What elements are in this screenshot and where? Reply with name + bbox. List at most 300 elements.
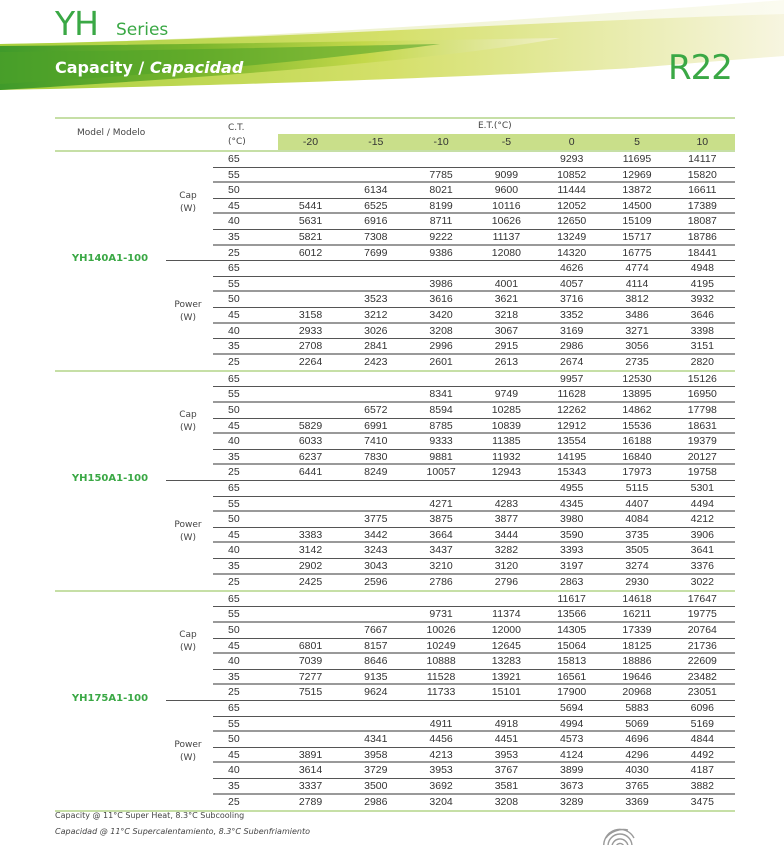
- capacity-group-label: [162, 629, 214, 655]
- table-cell: 3158: [298, 309, 323, 321]
- table-row: [213, 387, 735, 403]
- table-cell: 15064: [557, 639, 587, 652]
- ct-value: 40: [228, 215, 240, 228]
- table-cell: 3444: [494, 528, 519, 541]
- table-cell: 3437: [429, 544, 453, 557]
- table-cell: 14618: [622, 592, 652, 605]
- table-cell: 3218: [494, 309, 519, 321]
- series-main-title: YH: [55, 4, 98, 43]
- ct-value: 65: [228, 592, 240, 605]
- group-label-line-2: (W): [180, 532, 196, 543]
- ct-column-header: [228, 121, 246, 149]
- ct-value: 35: [228, 231, 240, 243]
- table-cell: 16775: [622, 246, 652, 259]
- table-cell: 15820: [687, 168, 717, 181]
- table-cell: 7785: [429, 168, 453, 181]
- table-cell: 3958: [364, 748, 388, 761]
- table-cell: 4407: [625, 497, 649, 510]
- table-cell: 17900: [557, 686, 587, 699]
- ct-value: 65: [228, 482, 240, 495]
- table-cell: 2789: [298, 795, 323, 808]
- table-row: [213, 685, 735, 701]
- banner-swoosh-graphic: [0, 0, 784, 96]
- table-cell: 2863: [560, 575, 584, 588]
- table-cell: 3022: [690, 575, 714, 588]
- et-header-band: [278, 134, 735, 150]
- table-cell: 2796: [494, 575, 519, 588]
- table-cell: 3420: [429, 309, 453, 321]
- ct-value: 50: [228, 733, 240, 746]
- table-cell: 3767: [494, 764, 519, 777]
- table-cell: 9624: [364, 686, 388, 699]
- table-cell: 3043: [364, 560, 388, 573]
- table-cell: 2735: [625, 355, 649, 368]
- table-cell: 3906: [690, 528, 714, 541]
- table-cell: 3877: [494, 513, 519, 526]
- table-cell: 3210: [429, 560, 453, 573]
- table-cell: 9881: [429, 450, 453, 463]
- table-cell: 6012: [298, 246, 323, 259]
- table-cell: 12000: [491, 623, 521, 636]
- table-cell: 6916: [364, 215, 388, 228]
- table-cell: 10285: [491, 404, 521, 417]
- table-cell: 3142: [298, 544, 323, 557]
- table-row: [213, 419, 735, 435]
- table-cell: 4955: [560, 482, 584, 495]
- table-cell: 3646: [690, 309, 714, 321]
- ct-value: 65: [228, 701, 240, 714]
- table-cell: 3383: [298, 528, 323, 541]
- table-cell: 3505: [625, 544, 649, 557]
- table-cell: 7277: [298, 670, 323, 683]
- group-label-line-1: Power: [174, 299, 202, 310]
- model-name: YH140A1-100: [71, 253, 149, 265]
- table-cell: 20968: [622, 686, 652, 699]
- table-cell: 2613: [494, 355, 519, 368]
- table-cell: 3169: [560, 324, 584, 337]
- group-label-line-1: Cap: [179, 190, 197, 201]
- table-row: [213, 717, 735, 733]
- table-cell: 12530: [622, 372, 652, 385]
- ct-value: 40: [228, 435, 240, 448]
- table-cell: 3208: [494, 795, 519, 808]
- table-cell: 7699: [364, 246, 388, 259]
- table-cell: 3289: [560, 795, 584, 808]
- table-cell: 16211: [622, 608, 652, 621]
- table-row: [213, 639, 735, 655]
- table-cell: 10626: [491, 215, 521, 228]
- table-cell: 5441: [298, 199, 323, 212]
- table-cell: 3056: [625, 340, 649, 353]
- table-cell: 4271: [429, 497, 453, 510]
- power-group-label: [162, 299, 214, 325]
- ct-value: 25: [228, 466, 240, 479]
- table-cell: 7410: [364, 435, 388, 448]
- table-row: [213, 732, 735, 748]
- table-cell: 3875: [429, 513, 453, 526]
- table-cell: 6237: [298, 450, 323, 463]
- table-row: [213, 292, 735, 308]
- table-cell: 8199: [429, 199, 453, 212]
- table-cell: 9749: [494, 388, 519, 401]
- table-cell: 3932: [690, 293, 714, 306]
- table-cell: 3197: [560, 560, 584, 573]
- table-cell: 4494: [690, 497, 714, 510]
- table-cell: 3475: [690, 795, 714, 808]
- table-row: [213, 339, 735, 355]
- table-cell: 19646: [622, 670, 652, 683]
- table-cell: 13249: [557, 231, 587, 243]
- table-cell: 9293: [560, 153, 584, 165]
- table-top-rule: [55, 117, 735, 119]
- table-cell: 3716: [560, 293, 584, 306]
- table-cell: 3621: [494, 293, 519, 306]
- et-column-1: -15: [368, 136, 384, 148]
- section-title: [55, 58, 243, 77]
- model-name: YH175A1-100: [71, 692, 149, 704]
- table-cell: 3986: [429, 277, 453, 290]
- table-cell: 3692: [429, 779, 453, 792]
- table-cell: 3398: [690, 324, 714, 337]
- table-row: [213, 246, 735, 262]
- table-cell: 12912: [557, 419, 587, 432]
- group-label-line-2: (W): [180, 312, 196, 323]
- table-cell: 14117: [688, 153, 717, 165]
- ct-value: 65: [228, 153, 240, 165]
- table-cell: 5883: [625, 701, 649, 714]
- model-name: YH150A1-100: [71, 473, 149, 485]
- table-cell: 8249: [364, 466, 388, 479]
- table-row: [213, 497, 735, 513]
- table-row: [213, 748, 735, 764]
- table-cell: 2915: [494, 340, 519, 353]
- table-row: [213, 559, 735, 575]
- ct-value: 35: [228, 779, 240, 792]
- table-row: [213, 654, 735, 670]
- table-cell: 23051: [687, 686, 717, 699]
- ct-value: 45: [228, 309, 240, 321]
- table-cell: 3641: [690, 544, 714, 557]
- table-cell: 13566: [557, 608, 587, 621]
- table-cell: 4456: [429, 733, 453, 746]
- group-label-line-1: Power: [174, 739, 202, 750]
- table-row: [213, 670, 735, 686]
- table-cell: 3369: [625, 795, 649, 808]
- table-cell: 17389: [687, 199, 717, 212]
- model-divider: [166, 700, 213, 701]
- table-cell: 12943: [491, 466, 521, 479]
- table-cell: 15813: [557, 655, 587, 668]
- section-title-es: Capacidad: [149, 58, 244, 77]
- table-row: [213, 372, 735, 388]
- table-cell: 18087: [687, 215, 717, 228]
- table-cell: 4296: [625, 748, 649, 761]
- table-cell: 3673: [560, 779, 584, 792]
- table-cell: 4124: [560, 748, 584, 761]
- ct-value: 35: [228, 340, 240, 353]
- table-cell: 4057: [560, 277, 584, 290]
- table-cell: 4212: [690, 513, 714, 526]
- table-cell: 10026: [426, 623, 456, 636]
- table-cell: 2930: [625, 575, 649, 588]
- table-cell: 3523: [364, 293, 388, 306]
- table-cell: 3590: [560, 528, 584, 541]
- table-cell: 4001: [494, 277, 519, 290]
- table-cell: 12969: [622, 168, 652, 181]
- table-cell: 14195: [557, 450, 587, 463]
- capacity-group-label: [162, 409, 214, 435]
- ct-value: 40: [228, 655, 240, 668]
- table-row: [213, 403, 735, 419]
- table-cell: 3274: [625, 560, 649, 573]
- table-cell: 4084: [625, 513, 649, 526]
- table-cell: 6096: [690, 701, 714, 714]
- table-cell: 10888: [426, 655, 456, 668]
- power-group-label: [162, 519, 214, 545]
- table-row: [213, 152, 735, 168]
- table-cell: 6033: [298, 435, 323, 448]
- table-row: [213, 277, 735, 293]
- table-cell: 3775: [364, 513, 388, 526]
- model-column-header: Model / Modelo: [77, 128, 146, 138]
- group-label-line-2: (W): [180, 203, 196, 214]
- table-cell: 16188: [622, 435, 652, 448]
- table-cell: 11444: [557, 184, 586, 197]
- table-cell: 3614: [298, 764, 323, 777]
- table-cell: 3500: [364, 779, 388, 792]
- table-cell: 5069: [625, 717, 649, 730]
- ct-value: 25: [228, 246, 240, 259]
- ct-value: 35: [228, 560, 240, 573]
- table-cell: 3980: [560, 513, 584, 526]
- table-row: [213, 230, 735, 246]
- ct-value: 55: [228, 168, 240, 181]
- table-cell: 5301: [690, 482, 714, 495]
- table-cell: 3067: [494, 324, 519, 337]
- table-cell: 10057: [426, 466, 456, 479]
- table-row: [213, 481, 735, 497]
- table-cell: 3953: [494, 748, 519, 761]
- ct-value: 55: [228, 608, 240, 621]
- table-cell: 12645: [491, 639, 521, 652]
- table-cell: 5829: [298, 419, 323, 432]
- group-label-line-2: (W): [180, 752, 196, 763]
- table-cell: 3729: [364, 764, 388, 777]
- table-cell: 15109: [622, 215, 652, 228]
- ct-value: 35: [228, 450, 240, 463]
- table-cell: 23482: [687, 670, 717, 683]
- table-cell: 8157: [364, 639, 388, 652]
- table-cell: 11695: [622, 153, 652, 165]
- power-group-label: [162, 739, 214, 765]
- table-cell: 7667: [364, 623, 388, 636]
- table-cell: 4114: [625, 277, 649, 290]
- table-cell: 10116: [492, 199, 521, 212]
- table-cell: 11733: [426, 686, 456, 699]
- table-cell: 5169: [690, 717, 714, 730]
- table-cell: 11528: [426, 670, 456, 683]
- table-cell: 9222: [429, 231, 453, 243]
- et-column-2: -10: [433, 136, 449, 148]
- table-cell: 9386: [429, 246, 453, 259]
- table-cell: 18631: [687, 419, 717, 432]
- table-cell: 11374: [492, 608, 521, 621]
- table-cell: 4283: [494, 497, 519, 510]
- table-cell: 8341: [429, 388, 453, 401]
- table-row: [213, 779, 735, 795]
- table-cell: 9957: [560, 372, 584, 385]
- table-cell: 22609: [687, 655, 717, 668]
- table-cell: 12080: [491, 246, 521, 259]
- table-cell: 8711: [429, 215, 453, 228]
- table-cell: 10852: [557, 168, 587, 181]
- table-cell: 7039: [298, 655, 323, 668]
- ct-value: 25: [228, 795, 240, 808]
- table-cell: 18886: [622, 655, 652, 668]
- table-cell: 2786: [429, 575, 453, 588]
- table-cell: 3735: [625, 528, 649, 541]
- table-cell: 19758: [687, 466, 717, 479]
- table-cell: 14862: [622, 404, 652, 417]
- table-cell: 11932: [492, 450, 521, 463]
- table-cell: 3899: [560, 764, 584, 777]
- table-cell: 2708: [298, 340, 323, 353]
- table-cell: 3376: [690, 560, 714, 573]
- model-divider: [166, 480, 213, 481]
- table-cell: 19379: [687, 435, 717, 448]
- table-row: [213, 465, 735, 481]
- table-cell: 4948: [690, 262, 714, 275]
- table-cell: 17973: [622, 466, 652, 479]
- ct-value: 45: [228, 199, 240, 212]
- table-cell: 3765: [625, 779, 649, 792]
- table-cell: 6801: [298, 639, 323, 652]
- table-cell: 3581: [494, 779, 519, 792]
- table-cell: 3352: [560, 309, 584, 321]
- table-cell: 2841: [364, 340, 388, 353]
- ct-value: 45: [228, 419, 240, 432]
- ct-header-line-1: C.T.: [228, 123, 245, 133]
- table-cell: 20127: [687, 450, 717, 463]
- table-cell: 3212: [364, 309, 388, 321]
- table-cell: 3891: [298, 748, 323, 761]
- table-cell: 15343: [557, 466, 587, 479]
- table-cell: 11385: [492, 435, 521, 448]
- ct-value: 35: [228, 670, 240, 683]
- table-cell: 4918: [494, 717, 519, 730]
- table-cell: 2986: [364, 795, 388, 808]
- table-cell: 14320: [557, 246, 587, 259]
- table-row: [213, 434, 735, 450]
- capacity-group-label: [162, 190, 214, 216]
- table-cell: 9333: [429, 435, 453, 448]
- table-cell: 2902: [298, 560, 323, 573]
- table-cell: 2423: [364, 355, 388, 368]
- table-row: [213, 183, 735, 199]
- ct-value: 65: [228, 262, 240, 275]
- table-cell: 13283: [491, 655, 521, 668]
- table-cell: 8646: [364, 655, 388, 668]
- table-cell: 2596: [364, 575, 388, 588]
- table-row: [213, 324, 735, 340]
- table-cell: 6991: [364, 419, 388, 432]
- table-row: [213, 795, 735, 811]
- table-cell: 18125: [622, 639, 652, 652]
- table-cell: 11137: [492, 231, 521, 243]
- table-row: [213, 701, 735, 717]
- table-cell: 11628: [557, 388, 586, 401]
- ct-value: 45: [228, 528, 240, 541]
- et-column-0: -20: [302, 136, 319, 148]
- table-cell: 20764: [687, 623, 717, 636]
- table-cell: 5115: [625, 482, 649, 495]
- table-row: [213, 308, 735, 324]
- ct-value: 25: [228, 355, 240, 368]
- table-cell: 21736: [687, 639, 717, 652]
- table-cell: 2601: [429, 355, 453, 368]
- table-cell: 3026: [364, 324, 388, 337]
- header-banner: [0, 0, 784, 96]
- table-row: [213, 575, 735, 591]
- table-cell: 4030: [625, 764, 649, 777]
- footnote-spanish: Capacidad @ 11°C Supercalentamiento, 8.3°C Subenfriamiento: [55, 827, 310, 836]
- table-cell: 3882: [690, 779, 714, 792]
- table-cell: 7515: [298, 686, 323, 699]
- table-cell: 12262: [557, 404, 587, 417]
- table-row: [213, 607, 735, 623]
- table-cell: 4626: [560, 262, 584, 275]
- ct-value: 50: [228, 293, 240, 306]
- table-cell: 8594: [429, 404, 453, 417]
- table-cell: 7830: [364, 450, 388, 463]
- table-cell: 9600: [494, 184, 519, 197]
- table-cell: 3337: [298, 779, 323, 792]
- ct-value: 40: [228, 544, 240, 557]
- table-cell: 4774: [625, 262, 649, 275]
- table-cell: 4195: [690, 277, 714, 290]
- table-cell: 15536: [622, 419, 652, 432]
- ct-value: 55: [228, 717, 240, 730]
- table-cell: 10839: [491, 419, 521, 432]
- table-cell: 16840: [622, 450, 652, 463]
- table-cell: 2996: [429, 340, 453, 353]
- table-row: [213, 592, 735, 608]
- table-cell: 3664: [429, 528, 453, 541]
- table-cell: 4492: [690, 748, 714, 761]
- table-cell: 2674: [560, 355, 584, 368]
- table-row: [213, 450, 735, 466]
- table-cell: 16950: [687, 388, 717, 401]
- table-cell: 4451: [494, 733, 519, 746]
- et-column-4: 0: [568, 136, 575, 148]
- table-cell: 4844: [690, 733, 714, 746]
- table-cell: 5821: [298, 231, 323, 243]
- ct-header-line-2: (°C): [228, 137, 246, 147]
- table-cell: 17339: [622, 623, 652, 636]
- table-cell: 4213: [429, 748, 453, 761]
- ct-value: 50: [228, 404, 240, 417]
- footnote-english: Capacity @ 11°C Super Heat, 8.3°C Subcooling: [55, 811, 245, 820]
- table-cell: 3243: [364, 544, 388, 557]
- table-cell: 18786: [687, 231, 717, 243]
- ct-value: 40: [228, 764, 240, 777]
- table-cell: 16611: [688, 184, 717, 197]
- table-cell: 15126: [687, 372, 717, 385]
- table-cell: 3393: [560, 544, 584, 557]
- table-cell: 13895: [622, 388, 652, 401]
- table-row: [213, 261, 735, 277]
- refrigerant-label: R22: [668, 48, 732, 88]
